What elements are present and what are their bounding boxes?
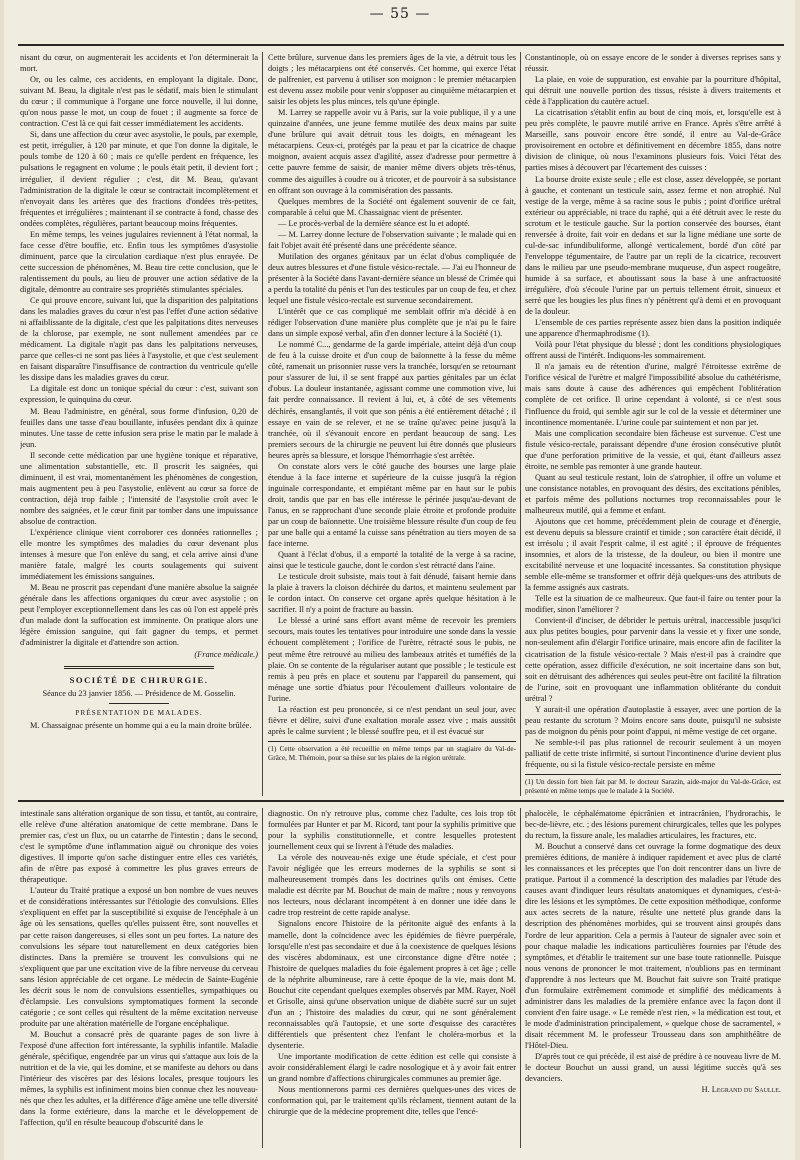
bottom-column-2 bbox=[268, 808, 516, 1148]
column-rule bbox=[262, 808, 263, 1148]
paragraph: Nous mentionnerons parmi ces dernières quelques-unes des vices de conformation qui, par le traitement qu'ils réclament, tiennent autant de la chirurgie que de la médecine proprement dite, telles que l'encé- bbox=[268, 1085, 516, 1117]
paragraph: Quant à l'éclat d'obus, il a emporté la totalité de la verge à sa racine, ainsi que le testicule gauche, dont le cordon s'est rétracté dans l'aine. bbox=[268, 550, 516, 571]
paragraph: nisant du cœur, on augmenterait les accidents et l'on déterminerait la mort. bbox=[20, 53, 258, 74]
paragraph: M. Bouchut a consacré près de quarante pages de son livre à l'exposé d'une affection fort intéressante, la syphilis infantile. Maladie générale, spécifique, engendrée par un virus qui s'attaque aux lois de la nutrition et de la vie, qui les domine, et se manifeste au dehors ou dans l'intérieur des viscères par des lésions locales, presque toujours les mêmes, la syphilis est infiniment moins bien connue chez les nouveau-nés que chez les adultes, et la différence d'âge amène une telle diversité dans la forme extérieure, dans la marche et le développement de l'affection, qu'il en résulte beaucoup d'obscurité dans le bbox=[20, 1029, 258, 1128]
paragraph: M. Chassaignac présente un homme qui a eu la main droite brûlée. bbox=[30, 720, 252, 730]
short-rule bbox=[109, 703, 169, 704]
paragraph: La digitale est donc un tonique spécial du cœur : c'est, suivant son expression, le quinquina du cœur. bbox=[20, 384, 258, 405]
paragraph: Si, dans une affection du cœur avec asystolie, le pouls, par exemple, est petit, irrégulier, à 120 par minute, et que l'on donne la digitale, le pouls tombe de 120 à 60 ; mais ce qu'elle perdent en fréquence, les pulsations le regagnent en volume ; le pouls était petit, il devient fort ; irrégulier, il devient régulier ; c'est, dit M. Beau, qu'avant l'administration de la digitale le cœur se contractait incomplètement et n'envoyait dans les artères que des fractions d'ondées très-petites, fréquentes et irrégulières ; maintenant il se contracte à fond, chasse des ondées complètes, régulières, partant beaucoup moins fréquentes. bbox=[20, 130, 258, 228]
paragraph: Le testicule droit subsiste, mais tout à fait dénudé, faisant hernie dans la plaie à travers la cloison déchirée du dartos, et maintenu seulement par le cordon intact. On conserve cet organe après quelque hésitation à le sacrifier. Il n'y a point de fracture au bassin. bbox=[268, 572, 516, 615]
page-number: — 55 — bbox=[369, 6, 431, 22]
paragraph: Constantinople, où on essaye encore de le sonder à diverses reprises sans y réussir. bbox=[525, 53, 781, 74]
top-column-2 bbox=[268, 52, 516, 796]
paragraph: — Le procès-verbal de la dernière séance est lu et adopté. bbox=[278, 218, 470, 228]
paragraph: Voilà pour l'état physique du blessé ; dont les conditions physiologiques offrent aussi de l'intérêt. Indiquons-les sommairement. bbox=[525, 340, 781, 361]
paragraph: diagnostic. On n'y retrouve plus, comme chez l'adulte, ces lois trop tôt formulées par Hunter et par M. Ricord, tant pour la syphilis primitive que pour la syphilis constitutionnelle, et contre lesquelles protestent journellement ceux qui se livrent à l'étude des maladies. bbox=[268, 809, 516, 852]
page-edge-left bbox=[0, 0, 4, 1160]
paragraph: Or, ou les calme, ces accidents, en employant la digitale. Donc, suivant M. Beau, la digitale n'est pas le sédatif, mais bien le stimulant du cœur ; il communique à l'organe une force nouvelle, il lui donne, qu'on nous passe le mot, un coup de fouet ; il augmente sa force de contraction. C'est là ce qui fait cesser immédiatement les accidents. bbox=[20, 75, 258, 129]
paragraph: Ce qui prouve encore, suivant lui, que la disparition des palpitations dans les maladies graves du cœur n'est pas l'effet d'une action sédative ni affaiblissante de la digitale, c'est que les palpitations dites nerveuses de la chlorose, par exemple, ne sont nullement amendées par ce médicament. La digitale n'agit pas dans les palpitations nerveuses, parce que celles-ci ne sont pas liées à l'asystolie, et que c'est seulement en faisant disparaître l'insuffisance de contraction du ventricule qu'elle les dissipe dans les maladies graves du cœur. bbox=[20, 296, 258, 383]
paragraph: Il seconde cette médication par une hygiène tonique et réparative, une alimentation substantielle, etc. Il proscrit les saignées, qui diminuent, il est vrai, momentanément les phénomènes de congestion, mais augmentent peu à peu l'asystolie, enlèvent au cœur sa force de contraction, déjà trop faible ; l'intensité de l'asystolie croît avec le nombre des saignées, et le cœur finit par tomber dans une impuissance absolue de contraction. bbox=[20, 450, 258, 526]
paragraph: La plaie, en voie de suppuration, est envahie par la pourriture d'hôpital, qui détruit une nouvelle portion des tissus, résiste à divers traitements et cède à l'application du cautère actuel. bbox=[525, 75, 781, 107]
paragraph: Ne semble-t-il pas plus rationnel de recourir seulement à un moyen palliatif de cette triste infirmité, si surtout l'incontinence d'urine devient plus fréquente, ou si la fistule vésico-rectale persiste en même bbox=[525, 737, 781, 769]
section-title: SOCIÉTÉ DE CHIRURGIE. bbox=[69, 674, 209, 685]
section-divider bbox=[64, 666, 214, 669]
paragraph: D'après tout ce qui précède, il est aisé de prédire à ce nouveau livre de M. le docteur Bouchut un aussi grand, un aussi légitime succès qu'à ses devanciers. bbox=[525, 1052, 781, 1084]
bottom-column-1 bbox=[20, 808, 258, 1148]
paragraph: phalocèle, le céphalématome épicrânien et intracrânien, l'hydrorachis, le bec-de-lièvre, etc. ; des lésions purement chirurgicales, telles que les polypes du rectum, la fissure anale, les maladies articulaires, les fractures, etc. bbox=[525, 809, 781, 841]
paragraph: Mais une complication secondaire bien fâcheuse est survenue. C'est une fistule vésico-rectale, paraissant dépendre d'une érosion consécutive plutôt que d'une perforation primitive de la vessie, et qui, étant d'ailleurs assez étroite, ne semble pas remonter à une grande hauteur. bbox=[525, 428, 781, 471]
paragraph: Y aurait-il une opération d'autoplastie à essayer, avec une portion de la peau restante du scrotum ? Moins encore sans doute, puisqu'il ne subsiste pas de moignon du pénis pour point d'appui, ni même vestige de cet organe. bbox=[525, 704, 781, 736]
paragraph: L'expérience clinique vient corroborer ces données rationnelles ; elle montre les symptômes des maladies du cœur devenant plus intenses à mesure que l'on enlève du sang, et cela arrive ainsi d'une manière fatale, malgré les courts soulagements qui suivent immédiatement les émissions sanguines. bbox=[20, 528, 258, 582]
footnote: (1) Cette observation a été recueillie en même temps par un stagiaire du Val-de-Grâce, M. Thémoin, pour sa thèse sur les plaies de la région urétrale. bbox=[268, 741, 516, 764]
paragraph: La réaction est peu prononcée, si ce n'est pendant un seul jour, avec fièvre et délire, suivi d'une exaltation morale assez vive ; mais aussitôt après le calme survient ; le blessé souffre peu, et il est évacué sur bbox=[268, 704, 516, 736]
paragraph: Ajoutons que cet homme, précédemment plein de courage et d'énergie, est devenu depuis sa blessure craintif et timide ; son caractère était décidé, il est irrésolu ; il avait l'esprit calme, il est agité ; il éprouve de fréquentes insomnies, et alors de la tristesse, de la douleur, ou bien il montre une excitabilité nerveuse et une loquacité incessantes. Sa constitution physique semble elle-même se transformer et offrir déjà quelques-uns des attributs de la femme assignés aux castrats. bbox=[525, 516, 781, 593]
paragraph: L'ensemble de ces parties représente assez bien dans la position indiquée une apparence d'hermaphrodisme (1). bbox=[525, 318, 781, 339]
column-rule bbox=[520, 808, 521, 1148]
paragraph: En même temps, les veines jugulaires reviennent à l'état normal, la face cesse d'être bouffie, etc. Enfin tous les symptômes d'asystolie diminuent, parce que la circulation cardiaque n'est plus enrayée. De cette succession de phénomènes, M. Beau tire cette conclusion, que le ralentissement du pouls, au lieu de prouver une action sédative de la digitale, démontre au contraire ses propriétés stimulantes spéciales. bbox=[20, 229, 258, 294]
paragraph: M. Larrey se rappelle avoir vu à Paris, sur la voie publique, il y a une quinzaine d'années, une jeune femme mutilée des deux mains par suite d'une brûlure qui avait détruit tous les doigts, en ménageant les métacarpiens. Ceux-ci, protégés par la peau et par la cicatrice de chaque moignon, avaient acquis assez d'agilité, assez d'adresse pour permettre à cette pauvre femme de saisir, de manier même divers objets très-ténus, comme des aiguilles à coudre ou à tricoter, et de pourvoir à sa subsistance en offrant son ouvrage à la commisération des passants. bbox=[268, 108, 516, 195]
author-signature: H. Legrand du Saulle. bbox=[701, 1085, 781, 1095]
subsection-title: PRÉSENTATION DE MALADES. bbox=[75, 707, 203, 717]
paragraph: L'auteur du Traité pratique a exposé un bon nombre de vues neuves et de considérations intéressantes sur l'étiologie des convulsions. Elles s'expliquent en effet par la susceptibilité si exquise de l'encéphale à un âge où les sensations, quelles qu'elles puissent être, sont nouvelles et par cette raison dangereuses, si elles sont un peu fortes. La nature des convulsions les sépare tout naturellement en deux catégories bien distinctes. Dans la première se trouvent les convulsions qui ne s'expliquent que par une excitation vive de la fibre nerveuse du cerveau sans lésion appréciable de cet organe. Le médecin de Sainte-Eugénie les décrit sous le nom de convulsions essentielles, sympathiques ou d'éclampsie. Les convulsions symptomatiques forment la seconde catégorie ; ce sont celles qui résultent de la même excitation nerveuse produite par une altération matérielle de l'organe encéphalique. bbox=[20, 886, 258, 1028]
paragraph: Cette brûlure, survenue dans les premiers âges de la vie, a détruit tous les doigts ; les métacarpiens ont été conservés. Cet homme, qui exerce l'état de palfrenier, est parvenu à utiliser son moignon : le premier métacarpien est devenu assez mobile pour venir s'opposer au cinquième métacarpien et saisir les objets les plus minces, tels qu'une épingle. bbox=[268, 53, 516, 107]
paragraph: Le nommé C..., gendarme de la garde impériale, atteint déjà d'un coup de feu à la cuisse droite et d'un coup de baïonnette à la fesse du même côté, ramenait un prisonnier russe vers la tranchée, lorsqu'en se retournant pour s'assurer de lui, il se sent frappé aux parties génitales par un éclat d'obus. La douleur instantanée, agissant comme une commotion vive, lui fait perdre connaissance. Il revient à lui, et, à côté de ses vêtements déchirés, ensanglantés, il voit que son pénis a été entièrement détaché ; il essaye en vain de se relever, et ne se traîne qu'avec peine jusqu'à la tranchée, où il s'évanouit encore en perdant beaucoup de sang. Les premiers secours de la chirurgie ne peuvent lui être donnés que plusieurs heures après sa blessure, et lorsque l'hémorrhagie s'est arrêtée. bbox=[268, 340, 516, 460]
page-header bbox=[0, 0, 800, 40]
paragraph: La cicatrisation s'établit enfin au bout de cinq mois, et, lorsqu'elle est à peu près complète, le pauvre mutilé arrive en France. Après s'être arrêté à Marseille, sans pouvoir encore être sondé, il entre au Val-de-Grâce provisoirement en octobre et définitivement en décembre 1855, dans notre division de clinique, où nous l'examinons plusieurs fois. Voici l'état des parties mises à découvert par l'écartement des cuisses : bbox=[525, 108, 781, 173]
paragraph: La vérole des nouveau-nés exige une étude spéciale, et c'est pour l'avoir négligée que les erreurs modernes de la syphilis se sont si malheureusement trompés dans les doctrines qu'ils ont émises. Cette maladie est décrite par M. Bouchut de main de maître ; nous y renvoyons nos lecteurs, nous déclarant incompétent à en donner une idée dans le cadre trop restreint de cette rapide analyse. bbox=[268, 853, 516, 918]
top-column-1 bbox=[20, 52, 258, 796]
page-edge-right bbox=[795, 0, 800, 1160]
paragraph: Convient-il d'inciser, de débrider le pertuis urétral, inaccessible jusqu'ici aux plus petites bougies, pour parvenir dans la vessie et y fixer une sonde, non-seulement afin d'élargir l'orifice urinaire, mais encore afin de faciliter la cicatrisation de la fistule vésico-rectale ? Mais n'est-il pas à craindre que cette opération, assez difficile d'exécution, ne soit incertaine dans son but, soit en détruisant des adhérences qui seules peut-être ont facilité la filtration de l'urine, soit en provoquant une inflammation oblitérante du conduit urétral ? bbox=[525, 616, 781, 703]
top-column-3 bbox=[525, 52, 781, 796]
middle-rule bbox=[18, 800, 784, 802]
paragraph: — M. Larrey donne lecture de l'observation suivante ; le malade qui en fait l'objet avait été présenté dans une précédente séance. bbox=[268, 229, 516, 250]
source-citation: (France médicale.) bbox=[194, 649, 258, 659]
paragraph: Une importante modification de cette édition est celle qui consiste à avoir considérablement élargi le cadre nosologique et à y avoir fait entrer un grand nombre d'affections chirurgicales communes au premier âge. bbox=[268, 1052, 516, 1084]
session-line: Séance du 23 janvier 1856. — Présidence de M. Gosselin. bbox=[42, 688, 236, 698]
paragraph-lead: Mutilation des organes génitaux par un éclat d'obus compliquée de deux autres blessures et d'une fistule vésico-rectale. — J'ai eu l'honneur de présenter à la Société dans l'avant-dernière séance un blessé de Crimée qui a perdu la totalité du pénis et l'un des testicules par un coup de feu, et chez lequel une fistule vésico-rectale est survenue secondairement. bbox=[268, 251, 516, 306]
paragraph: Quelques membres de la Société ont également souvenir de ce fait, comparable à celui que M. Chassaignac vient de présenter. bbox=[268, 196, 516, 217]
top-rule bbox=[18, 44, 784, 46]
column-rule bbox=[262, 52, 263, 796]
paragraph: L'intérêt que ce cas compliqué me semblait offrir m'a décidé à en rédiger l'observation d'une manière plus complète que je n'ai pu le faire dans un simple exposé verbal, afin d'en donner lecture à la Société (1). bbox=[268, 307, 516, 339]
paragraph: On constate alors vers le côté gauche des bourses une large plaie étendue à la face interne et supérieure de la cuisse jusqu'à la région inguinale correspondante, et empiétant même par en haut sur le pubis droit, tandis que par en bas elle intéresse le périnée jusqu'au-devant de l'anus, en se rapprochant d'une seconde plaie étroite et profonde produite par un coup de baïonnette. Une troisième blessure résulte d'un coup de feu par une balle qui a entamé la cuisse sans pénétration au tiers moyen de sa face interne. bbox=[268, 461, 516, 549]
paragraph: M. Beau ne proscrit pas cependant d'une manière absolue la saignée générale dans les affections organiques du cœur avec asystolie ; on peut l'employer exceptionnellement dans les cas où l'on est appelé près d'un malade dont la suffocation est imminente. On pratique alors une légère émission sanguine, qui fait gagner du temps, et permet d'administrer la digitale et d'attendre son action. bbox=[20, 583, 258, 648]
paragraph: Signalons encore l'histoire de la péritonite aiguë des enfants à la mamelle, dont la coïncidence avec les épidémies de fièvre puerpérale, lorsqu'elle n'est pas secondaire et due à la coexistence de quelques lésions des viscères abdominaux, est une circonstance digne d'être notée ; l'histoire de quelques maladies du foie également propres à cet âge ; celle de la néphrite albumineuse, rare à cette époque de la vie, mais dont M. Bouchut cite cependant quelques exemples observés par MM. Rayer, Noël et Grisolle, ainsi qu'une observation unique de diabète sucré sur un sujet d'un an ; l'histoire des maladies du cœur, qui ne sont généralement reconnaissables qu'à l'autopsie, et une sorte d'esquisse des caractères différentiels que présentent chez l'enfant le choléra-morbus et la dysenterie. bbox=[268, 919, 516, 1050]
paragraph: Telle est la situation de ce malheureux. Que faut-il faire ou tenter pour la modifier, sinon l'améliorer ? bbox=[525, 594, 781, 615]
paragraph: Le blessé a uriné sans effort avant même de recevoir les premiers secours, mais toutes les tentatives pour introduire une sonde dans la vessie échouent complètement ; l'orifice de l'urètre, rétracté sous le pubis, ne peut même être retrouvé au milieu des lambeaux atrités et tuméfiés de la plaie. On se contente de la régulariser autant que possible ; le testicule est remis à peu près en place et soutenu par l'appareil du pansement, qui ménage une sortie d'hiatus pour l'écoulement d'ailleurs volontaire de l'urine. bbox=[268, 616, 516, 703]
paragraph: M. Bouchut a conservé dans cet ouvrage la forme dogmatique des deux premières éditions, de manière à indiquer rapidement et avec plus de clarté les connaissances et les préceptes que l'on doit rencontrer dans un livre de pratique. Partout il a commencé la description des maladies par l'étude des causes avant d'indiquer leurs résultats anatomiques et dynamiques, c'est-à-dire les lésions et les symptômes. De cette exposition méthodique, conforme aux actes secrets de la nature, résulte une netteté plus grande dans la description des phénomènes morbides, qui se trouvent ainsi groupés dans l'ordre de leur apparition. Cela a permis à l'auteur de signaler avec soin et pour chaque maladie les indications particulières fournies par l'étude des symptômes, et d'établir le traitement sur une base toute rationnelle. Puisque nous venons de prononcer le mot traitement, n'oublions pas en terminant d'apprendre à nos lecteurs que M. Bouchut fait suivre son Traité pratique d'un formulaire extrêmement commode et simplifié des médicaments à administrer dans les maladies de la première enfance avec la façon dont il convient d'en faire usage. « Le remède n'est rien, » la médication est tout, et le mode d'administration principalement, » quelque chose de sacramentel, » disait récemment M. le professeur Trousseau dans son amphithéâtre de l'Hôtel-Dieu. bbox=[525, 842, 781, 1050]
footnote: (1) Un dessin fort bien fait par M. le docteur Sarazin, aide-major du Val-de-Grâce, est présenté en même temps que le malade à la Société. bbox=[525, 774, 781, 796]
paragraph: Quant au seul testicule restant, loin de s'atrophier, il offre un volume et une consistance notables, en provoquant des désirs, des excitations pénibles, et parfois même des pollutions nocturnes trop reconnaissables pour le malheureux mutilé, qui a femme et enfant. bbox=[525, 472, 781, 515]
paragraph: La bourse droite existe seule ; elle est close, assez développée, se portant à gauche, et contenant un testicule sain, assez ferme et non atrophié. Nul vestige de la verge, même à sa racine sous le pubis ; point d'orifice urétral extérieur ou appréciable, ni trace du raphé, qui a été détruit avec le reste du scrotum et le testicule gauche. Sur la portion conservée des bourses, étant renversée à droite, fait voir en dedans et sur la ligne médiane une sorte de cul-de-sac infundibuliforme, allongé verticalement, bordé d'un côté par l'enveloppe tégumentaire, de l'autre par un repli de la cicatrice, recouvert dans le milieu par une pseudo-membrane muqueuse, d'un aspect rougeâtre, humide à sa surface, et aboutissant sous la base à une anfractuosité irrégulière, d'où s'écoule l'urine par un pertuis tellement étroit, sinueux et serré que les bougies les plus fines n'y pénètrent qu'à demi et en provoquant de la douleur. bbox=[525, 174, 781, 317]
paragraph: Il n'a jamais eu de rétention d'urine, malgré l'étroitesse extrême de l'orifice vésical de l'urètre et malgré l'impossibilité absolue du cathétérisme, mais sans doute à cause des adhérences qui empêchent l'oblitération complète de cet orifice. Il urine cependant à volonté, si ce n'est sous l'influence du froid, qui semble agir sur le col de la vessie et déterminer une incontinence momentanée. L'urine coule par suintement et non par jet. bbox=[525, 362, 781, 427]
column-rule bbox=[520, 52, 521, 796]
bottom-column-3 bbox=[525, 808, 781, 1148]
paragraph: intestinale sans altération organique de son tissu, et tantôt, au contraire, elle relève d'une altération anatomique de cette membrane. Dans le premier cas, c'est un flux, ou un catarrhe de l'intestin ; dans le second, c'est le symptôme d'une inflammation aiguë ou chronique des voies digestives. Il importe qu'on sache distinguer entre elles ces variétés, afin de n'être pas exposé à commettre les plus graves erreurs de thérapeutique. bbox=[20, 809, 258, 885]
paragraph: M. Beau l'administre, en général, sous forme d'infusion, 0,20 de feuilles dans une tasse d'eau bouillante, infusées pendant dix à quinze minutes. Une tasse de cette infusion sera prise le matin par le malade à jeun. bbox=[20, 406, 258, 449]
